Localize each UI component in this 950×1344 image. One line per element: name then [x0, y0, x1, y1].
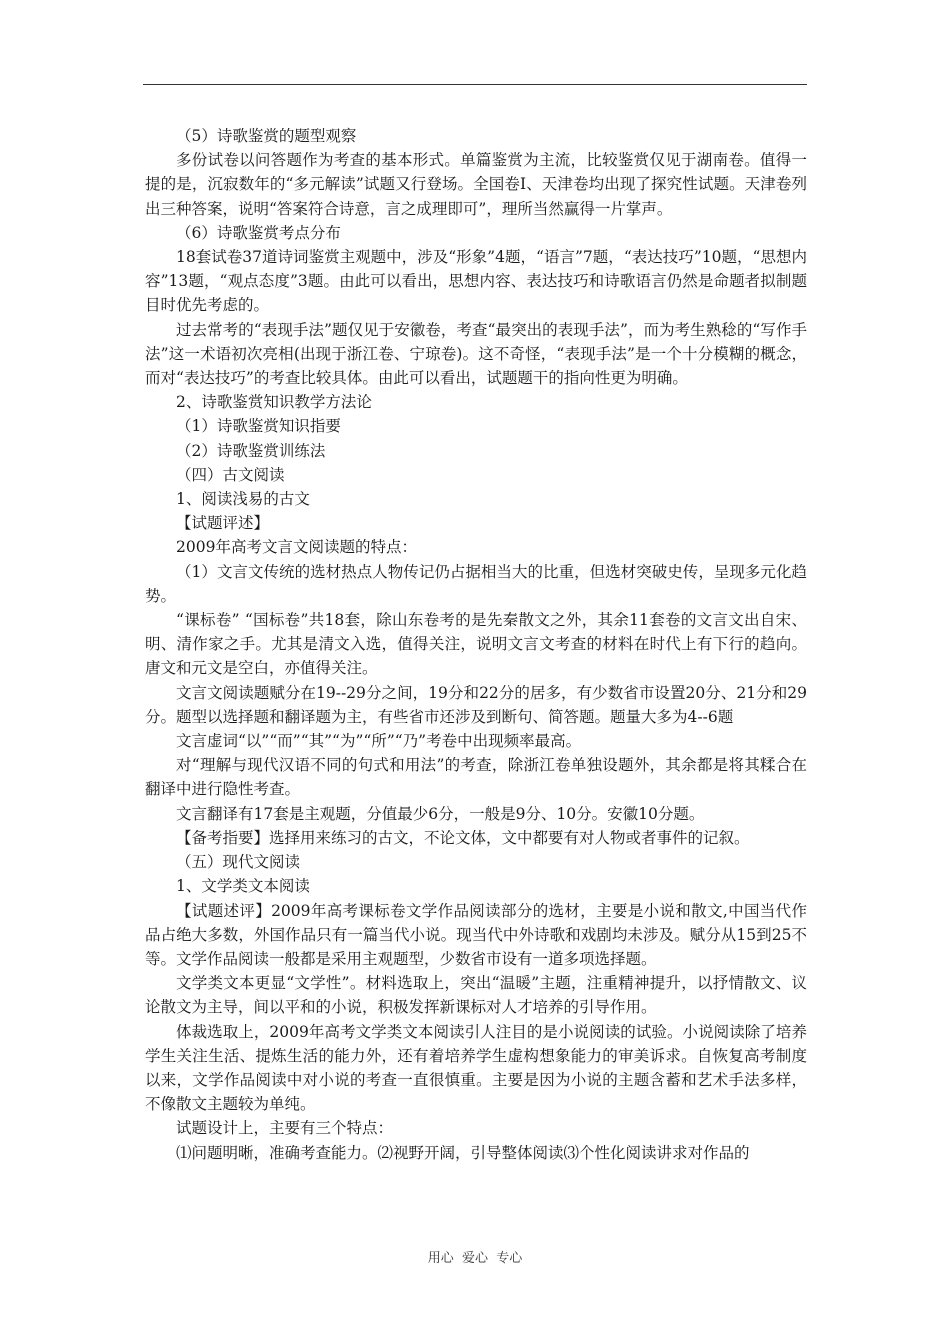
paragraph: 试题设计上，主要有三个特点： — [176, 1119, 394, 1138]
page-footer: 用心 爱心 专心 — [427, 1251, 523, 1266]
paragraph: 多份试卷以问答题作为考查的基本形式。单篇鉴赏为主流，比较鉴赏仅见于湖南卷。值得一提的是，沉寂数年的“多元解读”试题又行登场。全国卷Ⅰ、天津卷均出现了探究性试题。天津卷列出三种答案，说明“答案符合诗意，言之成理即可”，理所当然赢得一片掌声。 — [145, 151, 807, 218]
section-heading: 【试题评述】 — [176, 514, 270, 533]
section-heading: 2、诗歌鉴赏知识教学方法论 — [176, 393, 372, 412]
paragraph: 文言虚词“以”“而”“其”“为”“所”“乃”考卷中出现频率最高。 — [176, 732, 582, 751]
section-heading: （1）诗歌鉴赏知识指要 — [176, 417, 341, 436]
section-heading: 1、阅读浅易的古文 — [176, 490, 310, 509]
paragraph: 【试题述评】2009年高考课标卷文学作品阅读部分的选材，主要是小说和散文,中国当代作品占绝大多数，外国作品只有一篇当代小说。现当代中外诗歌和戏剧均未涉及。赋分从15到25不等。文学作品阅读一般都是采用主观题型，少数省市设有一道多项选择题。 — [145, 901, 807, 968]
paragraph: 过去常考的“表现手法”题仅见于安徽卷，考查“最突出的表现手法”，而为考生熟稔的“写作手法”这一术语初次亮相(出现于浙江卷、宁琼卷)。这不奇怪，“表现手法”是一个十分模糊的概念，而对“表达技巧”的考查比较具体。由此可以看出，试题题干的指向性更为明确。 — [145, 320, 807, 388]
paragraph: 18套试卷37道诗词鉴赏主观题中，涉及“形象”4题，“语言”7题，“表达技巧”10题，“思想内容”13题，“观点态度”3题。由此可以看出，思想内容、表达技巧和诗歌语言仍然是命题者拟制题目时优先考虑的。 — [145, 248, 807, 315]
paragraph: 对“理解与现代汉语不同的句式和用法”的考查，除浙江卷单独设题外，其余都是将其糅合在翻译中进行隐性考查。 — [145, 756, 807, 799]
paragraph: 体裁选取上，2009年高考文学类文本阅读引人注目的是小说阅读的试验。小说阅读除了培养学生关注生活、提炼生活的能力外，还有着培养学生虚构想象能力的审美诉求。自恢复高考制度以来，文学作品阅读中对小说的考查一直很慎重。主要是因为小说的主题含蓄和艺术手法多样，不像散文主题较为单纯。 — [145, 1022, 807, 1114]
section-heading: （五）现代文阅读 — [176, 853, 301, 872]
section-heading: 1、文学类文本阅读 — [176, 877, 310, 896]
paragraph: 2009年高考文言文阅读题的特点： — [176, 538, 417, 557]
document-body — [145, 124, 807, 1165]
paragraph: 文学类文本更显“文学性”。材料选取上，突出“温暖”主题，注重精神提升，以抒情散文、议论散文为主导，间以平和的小说，积极发挥新课标对人才培养的引导作用。 — [145, 974, 807, 1017]
section-heading: （2）诗歌鉴赏训练法 — [176, 441, 326, 460]
paragraph: 文言翻译有17套是主观题，分值最少6分，一般是9分、10分。安徽10分题。 — [176, 804, 705, 823]
paragraph: 文言文阅读题赋分在19--29分之间，19分和22分的居多，有少数省市设置20分、21分和29分。题型以选择题和翻译题为主，有些省市还涉及到断句、简答题。题量大多为4--6题 — [145, 683, 807, 726]
paragraph: （1）文言文传统的选材热点人物传记仍占据相当大的比重，但选材突破史传，呈现多元化趋势。 — [145, 562, 807, 605]
section-heading: （四）古文阅读 — [176, 465, 285, 484]
paragraph: “课标卷” “国标卷”共18套，除山东卷考的是先秦散文之外，其余11套卷的文言文出自宋、明、清作家之手。尤其是清文入选，值得关注，说明文言文考查的材料在时代上有下行的趋向。唐文和元文是空白，亦值得关注。 — [145, 611, 807, 678]
paragraph: 【备考指要】选择用来练习的古文，不论文体，文中都要有对人物或者事件的记叙。 — [176, 828, 750, 847]
section-heading: （6）诗歌鉴赏考点分布 — [176, 223, 341, 242]
section-heading: （5）诗歌鉴赏的题型观察 — [176, 127, 357, 145]
header-rule — [143, 84, 807, 85]
paragraph: ⑴问题明晰，准确考查能力。⑵视野开阔，引导整体阅读⑶个性化阅读讲求对作品的 — [176, 1143, 750, 1162]
